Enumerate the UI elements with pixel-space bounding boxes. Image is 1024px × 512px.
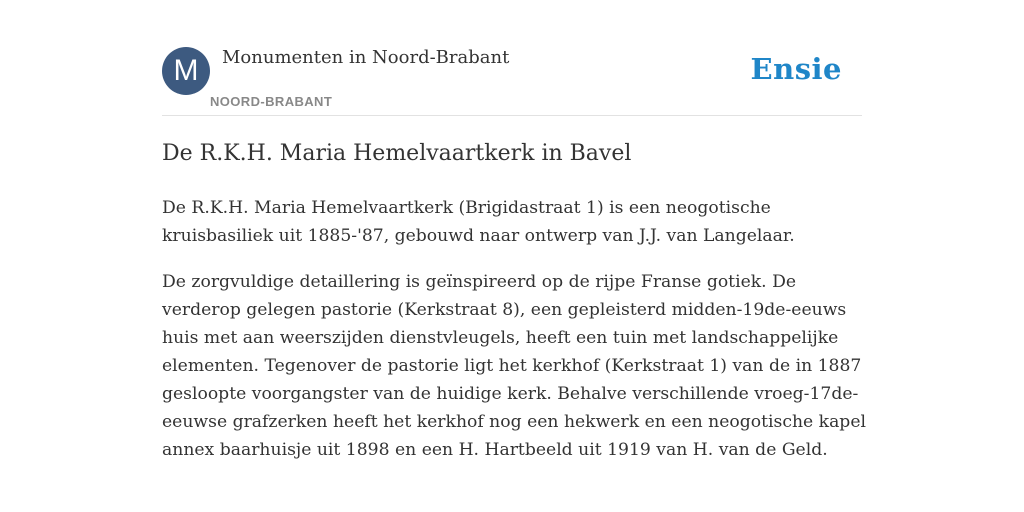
article-paragraph-1: De R.K.H. Maria Hemelvaartkerk (Brigidastraat 1) is een neogotische kruisbasiliek uit 1885-'87, gebouwd naar ontwerp van J.J. van Langelaar. bbox=[162, 198, 795, 246]
avatar-letter: M bbox=[173, 54, 199, 87]
header-divider bbox=[162, 115, 862, 116]
avatar[interactable] bbox=[162, 47, 210, 95]
source-region-label[interactable]: NOORD-BRABANT bbox=[210, 94, 333, 109]
ensie-logo[interactable]: Ensie bbox=[750, 52, 842, 86]
article-paragraph-2: De zorgvuldige detaillering is geïnspireerd op de rijpe Franse gotiek. De verderop gelegen pastorie (Kerkstraat 8), een gepleisterd midden-19de-eeuws huis met aan weerszijden dienstvleugels, heeft een tuin met landschappelijke elementen. Tegenover de pastorie ligt het kerkhof (Kerkstraat 1) van de in 1887 gesloopte voorgangster van de huidige kerk. Behalve verschillende vroeg-17de-eeuwse grafzerken heeft het kerkhof nog een hekwerk en een neogotische kapel annex baarhuisje uit 1898 en een H. Hartbeeld uit 1919 van H. van de Geld. bbox=[162, 272, 866, 460]
article-title: De R.K.H. Maria Hemelvaartkerk in Bavel bbox=[162, 141, 632, 166]
article-body bbox=[162, 194, 866, 482]
source-title-link[interactable]: Monumenten in Noord-Brabant bbox=[222, 47, 510, 68]
